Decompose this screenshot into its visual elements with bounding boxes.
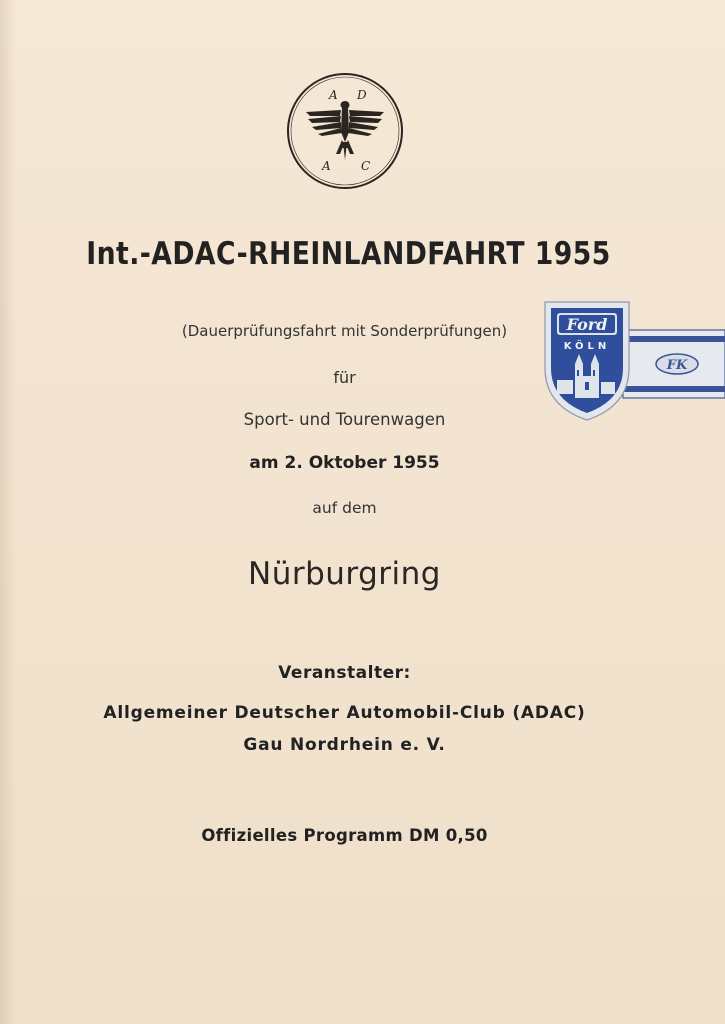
event-date: am 2. Oktober 1955: [249, 453, 440, 473]
event-subtitle: (Dauerprüfungsfahrt mit Sonderprüfungen): [181, 322, 508, 340]
sticker-tag: FK: [666, 358, 688, 373]
emblem-letter-a2: A: [322, 159, 331, 173]
ford-koeln-sticker: [543, 298, 725, 423]
eagle-icon: [306, 101, 384, 160]
adac-emblem: [286, 72, 404, 190]
sticker-ribbon: [623, 330, 725, 398]
page-title: Int.-ADAC-RHEINLANDFAHRT 1955: [86, 236, 611, 272]
emblem-letter-d: D: [357, 88, 367, 102]
vehicle-classes: Sport- und Tourenwagen: [243, 410, 446, 429]
ford-shield-icon: [545, 302, 629, 420]
program-price: Offizielles Programm DM 0,50: [201, 826, 488, 845]
on-text: auf dem: [312, 499, 377, 517]
emblem-letter-c: C: [361, 159, 371, 173]
organizer-region: Gau Nordrhein e. V.: [243, 735, 446, 755]
venue-name: Nürburgring: [248, 556, 441, 592]
organizer-label: Veranstalter:: [278, 663, 411, 683]
for-text: für: [333, 368, 356, 387]
organizer-name: Allgemeiner Deutscher Automobil-Club (ADAC): [103, 703, 586, 723]
sticker-brand: Ford: [566, 315, 608, 334]
emblem-letter-a1: A: [329, 88, 338, 102]
adac-eagle-icon: [286, 72, 404, 190]
sticker-city: KÖLN: [563, 341, 611, 352]
